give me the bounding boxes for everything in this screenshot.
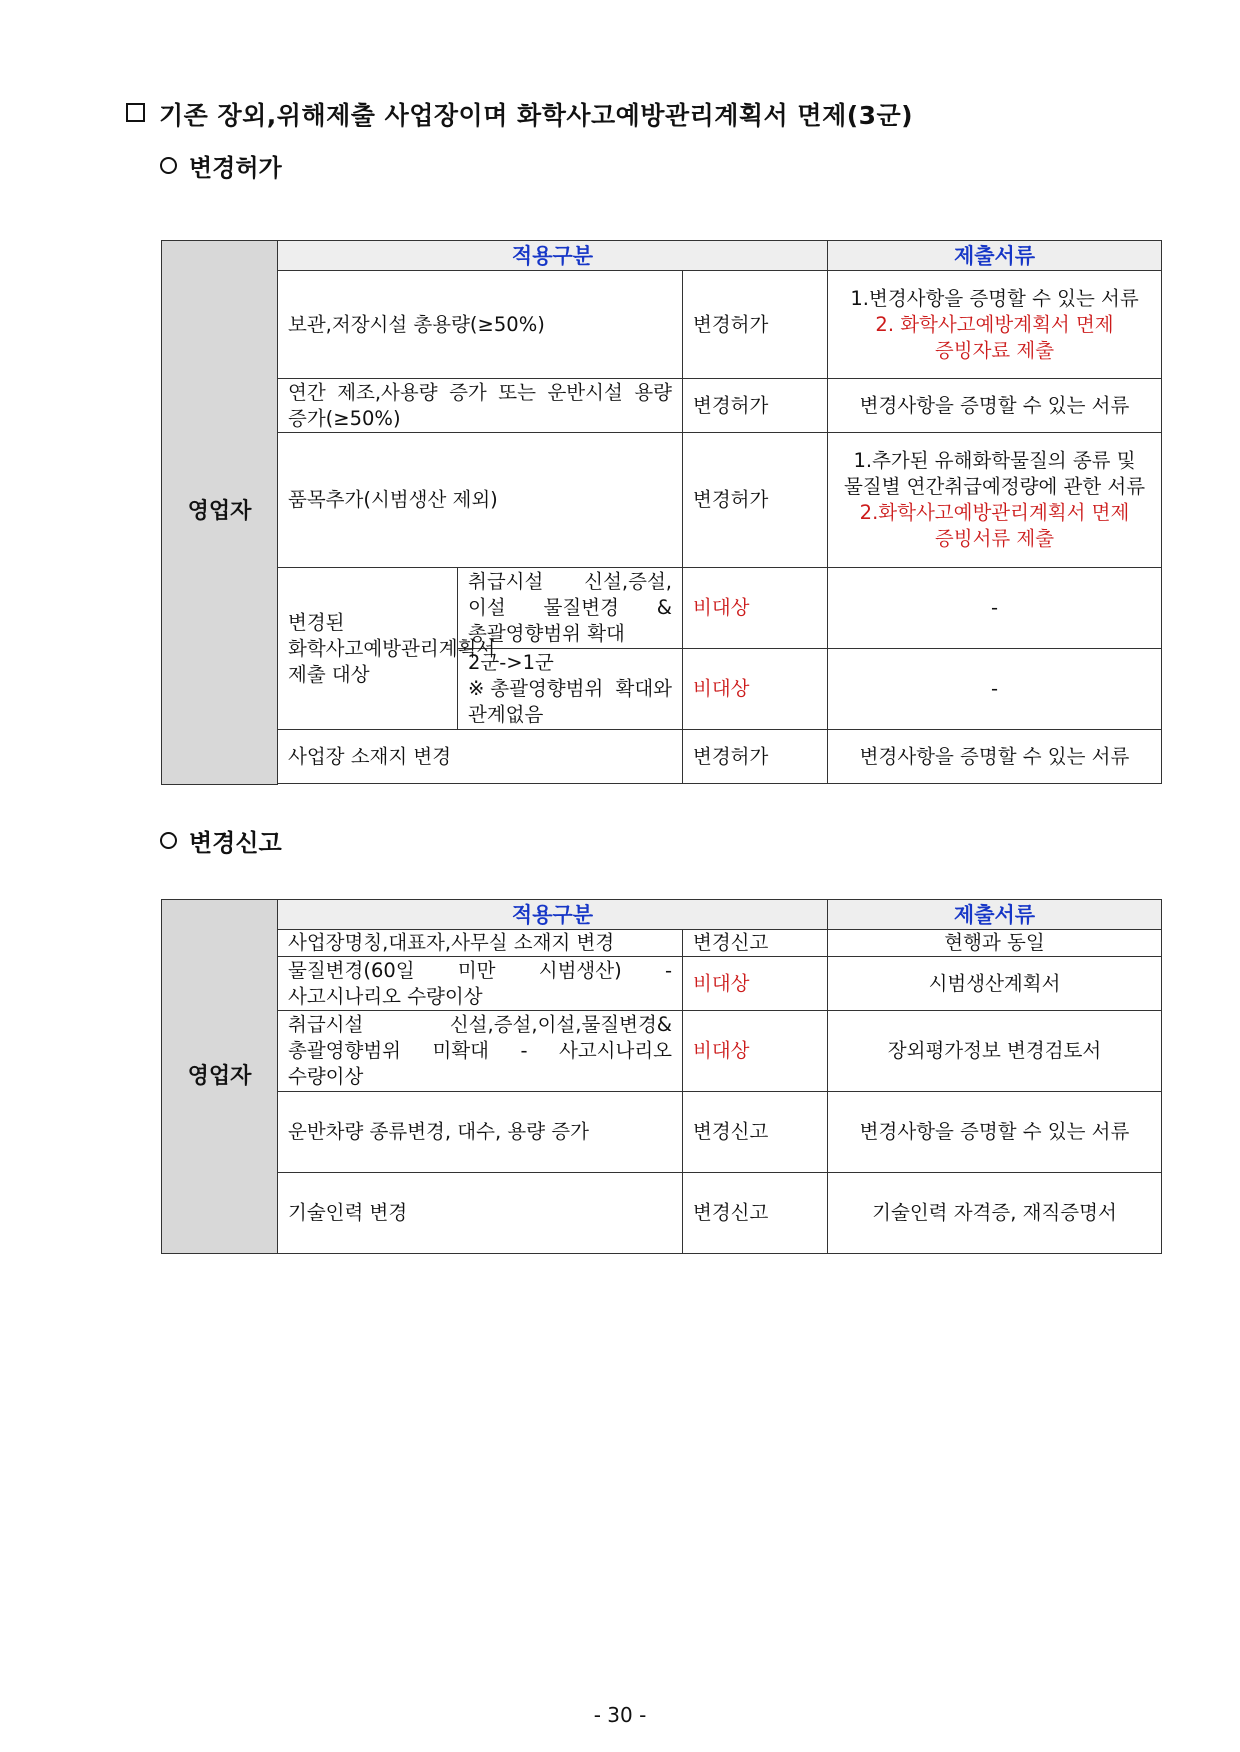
- header-docs: 제출서류: [828, 241, 1162, 271]
- page-number: - 30 -: [593, 1703, 647, 1727]
- table-cell-docs: 변경사항을 증명할 수 있는 서류: [828, 730, 1162, 784]
- change-report-table: [161, 899, 1162, 1254]
- circle-bullet-icon: [160, 157, 177, 174]
- table-cell-desc: 연간 제조,사용량 증가 또는 운반시설 용량 증가(≥50%): [278, 379, 683, 433]
- section-heading-change-report: [160, 823, 282, 858]
- page-title-text: 기존 장외,위해제출 사업장이며 화학사고예방관리계획서 면제(3군): [159, 101, 914, 130]
- checkbox-square-icon: [126, 103, 145, 122]
- table-cell-group: 변경된 화학사고예방관리계획서 제출 대상: [278, 568, 458, 730]
- table-cell-docs: [828, 433, 1162, 568]
- table-cell-desc: 사업장 소재지 변경: [278, 730, 683, 784]
- table-cell-docs: [828, 271, 1162, 379]
- circle-bullet-icon: [160, 832, 177, 849]
- table-cell-type: 비대상: [683, 568, 828, 649]
- subdesc-line: ※총괄영향범위 확대와 관계없음: [468, 677, 672, 726]
- header-apply: 적용구분: [278, 900, 828, 930]
- table-cell-type: 비대상: [683, 1011, 828, 1092]
- table-cell-desc: 운반차량 종류변경, 대수, 용량 증가: [278, 1092, 683, 1173]
- table-cell-docs: 장외평가정보 변경검토서: [828, 1011, 1162, 1092]
- subdesc-line: 2군->1군: [468, 651, 554, 674]
- doc-line: 1.변경사항을 증명할 수 있는 서류: [850, 286, 1139, 310]
- table-cell-type: 비대상: [683, 649, 828, 730]
- doc-line: 1.추가된 유해화학물질의 종류 및 물질별 연간취급예정량에 관한 서류: [843, 449, 1146, 498]
- page-title: [126, 96, 913, 132]
- table-cell-type: 변경신고: [683, 1092, 828, 1173]
- table-cell-type: 변경허가: [683, 730, 828, 784]
- table-cell-desc: 품목추가(시범생산 제외): [278, 433, 683, 568]
- table-cell-desc: 보관,저장시설 총용량(≥50%): [278, 271, 683, 379]
- doc-line-red: 2. 화학사고예방계획서 면제 증빙자료 제출: [875, 312, 1114, 362]
- doc-line-red: 2.화학사고예방관리계획서 면제 증빙서류 제출: [859, 501, 1130, 550]
- table-cell-type: 변경신고: [683, 1173, 828, 1254]
- table-cell-subdesc: [458, 649, 683, 730]
- table-cell-subdesc: 취급시설 신설,증설,이설 물질변경 & 총괄영향범위 확대: [458, 568, 683, 649]
- table-cell-docs: 변경사항을 증명할 수 있는 서류: [828, 1092, 1162, 1173]
- table-cell-type: 변경허가: [683, 433, 828, 568]
- table-cell-desc: 취급시설 신설,증설,이설,물질변경&총괄영향범위 미확대 - 사고시나리오 수량이상: [278, 1011, 683, 1092]
- change-permit-table: [161, 240, 1162, 785]
- table-cell-docs: -: [828, 649, 1162, 730]
- role-cell: 영업자: [162, 900, 278, 1254]
- table-cell-type: 변경허가: [683, 379, 828, 433]
- table-cell-type: 변경신고: [683, 930, 828, 957]
- table-cell-desc: 물질변경(60일 미만 시범생산) - 사고시나리오 수량이상: [278, 957, 683, 1011]
- header-apply: 적용구분: [278, 241, 828, 271]
- section-heading-text: 변경허가: [189, 154, 282, 182]
- header-docs: 제출서류: [828, 900, 1162, 930]
- table-cell-docs: 변경사항을 증명할 수 있는 서류: [828, 379, 1162, 433]
- role-cell: 영업자: [162, 241, 278, 785]
- table-cell-desc: 사업장명칭,대표자,사무실 소재지 변경: [278, 930, 683, 957]
- table-cell-type: 변경허가: [683, 271, 828, 379]
- table-cell-docs: 기술인력 자격증, 재직증명서: [828, 1173, 1162, 1254]
- table-cell-type: 비대상: [683, 957, 828, 1011]
- section-heading-change-permit: [160, 148, 282, 183]
- table-cell-docs: -: [828, 568, 1162, 649]
- table-cell-docs: 현행과 동일: [828, 930, 1162, 957]
- section-heading-text: 변경신고: [189, 829, 282, 857]
- table-cell-desc: 기술인력 변경: [278, 1173, 683, 1254]
- table-cell-docs: 시범생산계획서: [828, 957, 1162, 1011]
